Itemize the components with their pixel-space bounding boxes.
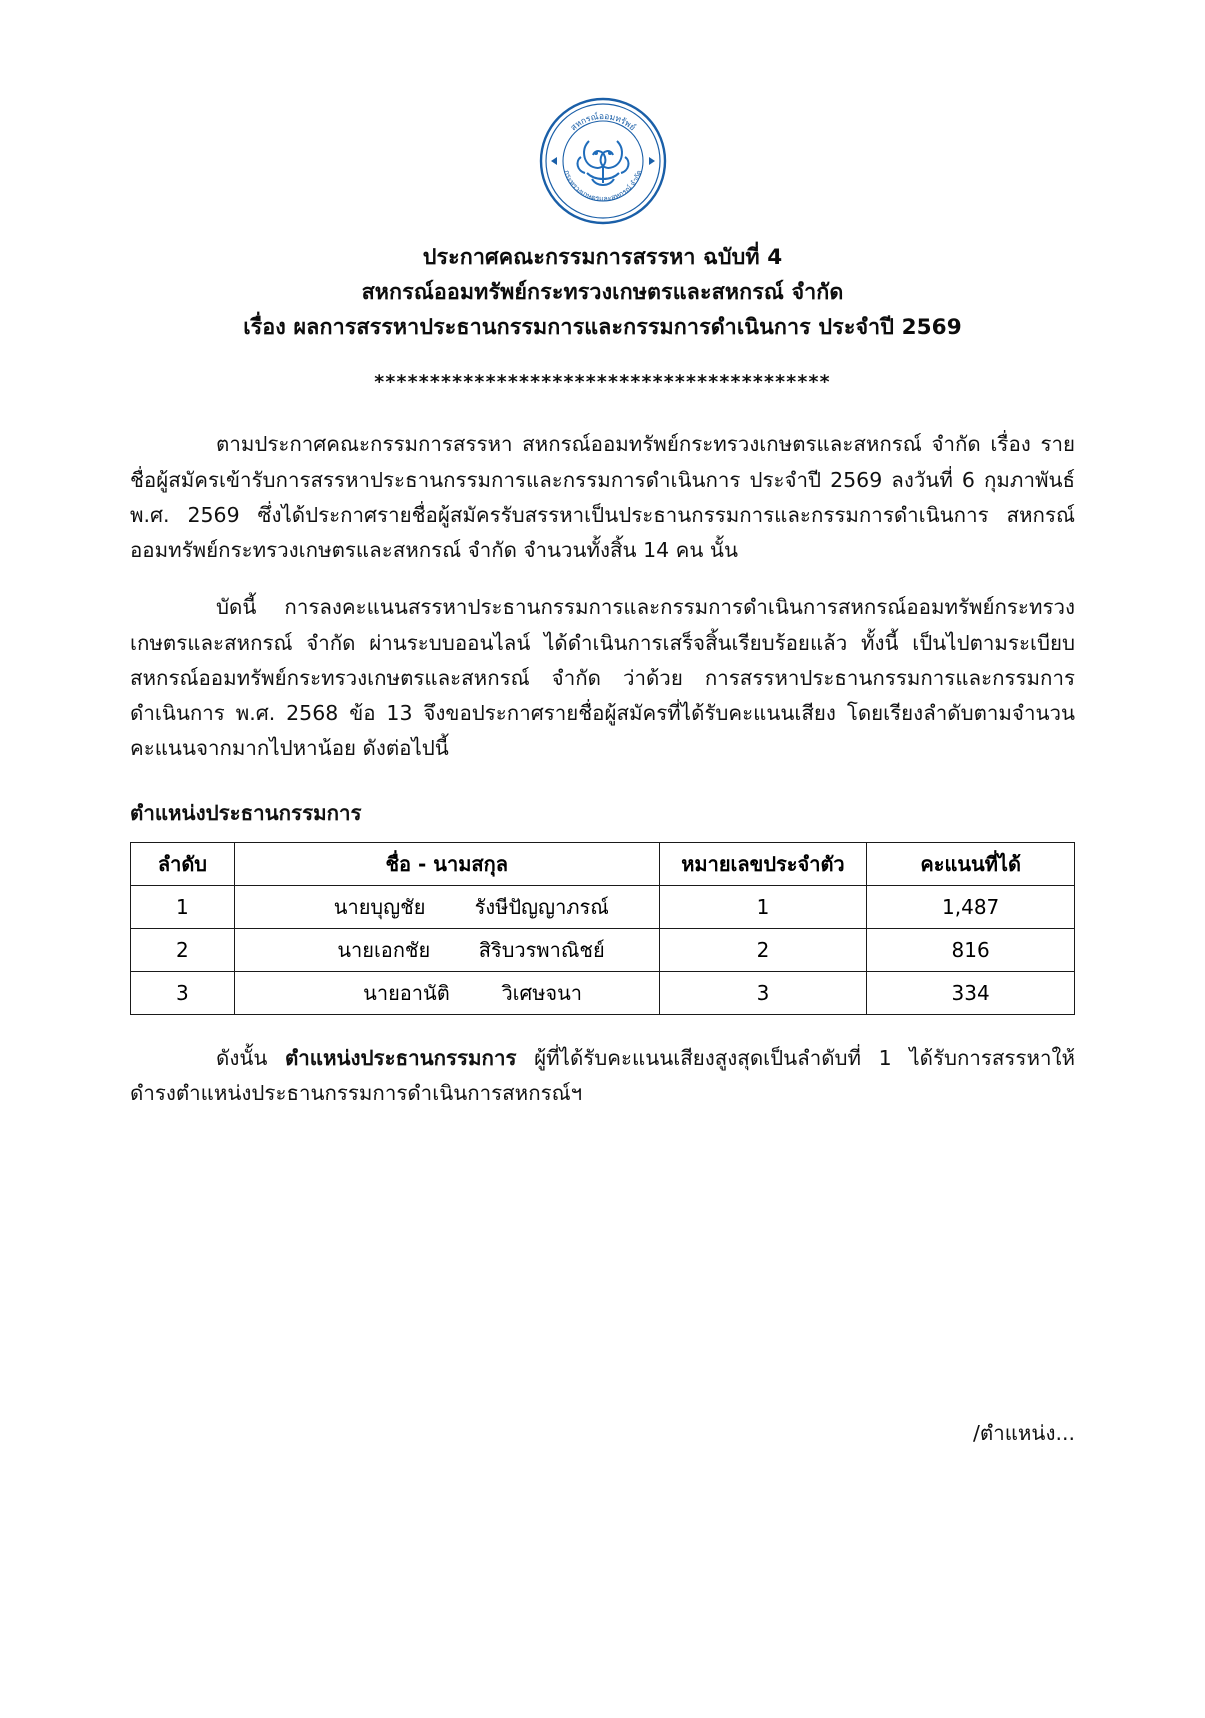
table-row (131, 971, 1075, 1014)
cell-score: 816 (867, 928, 1075, 971)
heading-line-2: สหกรณ์ออมทรัพย์กระทรวงเกษตรและสหกรณ์ จำกัด (361, 279, 844, 305)
heading-line-1: ประกาศคณะกรรมการสรรหา ฉบับที่ 4 (422, 245, 783, 270)
results-table (130, 842, 1075, 1015)
cell-id: 1 (659, 885, 867, 928)
svg-text:สหกรณ์ออมทรัพย์: สหกรณ์ออมทรัพย์ (568, 111, 637, 134)
closing-paragraph (130, 1041, 1075, 1112)
table-header-row (131, 842, 1075, 885)
closing-bold: ตำแหน่งประธานกรรมการ (284, 1045, 517, 1070)
cell-first-name: นายอานัติ (363, 980, 450, 1005)
paragraph-2 (130, 590, 1075, 766)
column-header-id: หมายเลขประจำตัว (659, 842, 867, 885)
paragraph-1-text: ตามประกาศคณะกรรมการสรรหา สหกรณ์ออมทรัพย์กระทรวงเกษตรและสหกรณ์ จำกัด เรื่อง รายชื่อผู้สมัครเข้ารับการสรรหาประธานกรรมการและกรรมการดำเนินการ ประจำปี 2569 ลงวันที่ 6 กุมภาพันธ์ พ.ศ. 2569 ซึ่งได้ประกาศรายชื่อผู้สมัครรับสรรหาเป็นประธานกรรมการและกรรมการดำเนินการ สหกรณ์ออมทรัพย์กระทรวงเกษตรและสหกรณ์ จำกัด จำนวนทั้งสิ้น 14 คน นั้น (130, 432, 1075, 563)
paragraph-2-text: บัดนี้ การลงคะแนนสรรหาประธานกรรมการและกรรมการดำเนินการสหกรณ์ออมทรัพย์กระทรวงเกษตรและสหกรณ์ จำกัด ผ่านระบบออนไลน์ ได้ดำเนินการเสร็จสิ้นเรียบร้อยแล้ว ทั้งนี้ เป็นไปตามระเบียบสหกรณ์ออมทรัพย์กระทรวงเกษตรและสหกรณ์ จำกัด ว่าด้วย การสรรหาประธานกรรมการและกรรมการดำเนินการ พ.ศ. 2568 ข้อ 13 จึงขอประกาศรายชื่อผู้สมัครที่ได้รับคะแนนเสียง โดยเรียงลำดับตามจำนวนคะแนนจากมากไปหาน้อย ดังต่อไปนี้ (130, 595, 1075, 761)
paragraph-1 (130, 427, 1075, 568)
cell-score: 334 (867, 971, 1075, 1014)
heading-line-3: เรื่อง ผลการสรรหาประธานกรรมการและกรรมการดำเนินการ ประจำปี 2569 (243, 314, 962, 340)
column-header-score: คะแนนที่ได้ (867, 842, 1075, 885)
footer-continuation-note: /ตำแหน่ง... (972, 1421, 1075, 1445)
cell-last-name: วิเศษจนา (501, 980, 583, 1005)
cell-rank: 3 (131, 971, 235, 1014)
document-heading (130, 241, 1075, 345)
cell-name (234, 928, 659, 971)
cell-name (234, 971, 659, 1014)
cell-first-name: นายบุญชัย (333, 894, 426, 919)
cooperative-emblem-icon (537, 95, 669, 227)
cell-last-name: สิริบวรพาณิชย์ (478, 937, 605, 962)
column-header-name: ชื่อ - นามสกุล (234, 842, 659, 885)
cell-id: 2 (659, 928, 867, 971)
cell-rank: 2 (131, 928, 235, 971)
table-row (131, 885, 1075, 928)
cell-last-name: รังษีปัญญาภรณ์ (474, 894, 609, 919)
section-title-chairman: ตำแหน่งประธานกรรมการ (130, 800, 362, 825)
cell-rank: 1 (131, 885, 235, 928)
star-divider: ***************************************** (374, 371, 831, 394)
emblem-container (130, 0, 1075, 227)
column-header-rank: ลำดับ (131, 842, 235, 885)
table-row (131, 928, 1075, 971)
cell-name (234, 885, 659, 928)
cell-first-name: นายเอกชัย (337, 937, 431, 962)
cell-id: 3 (659, 971, 867, 1014)
svg-text:กระทรวงเกษตรและสหกรณ์ จำกัด: กระทรวงเกษตรและสหกรณ์ จำกัด (561, 168, 644, 204)
closing-lead: ดังนั้น (216, 1045, 285, 1070)
cell-score: 1,487 (867, 885, 1075, 928)
closing-rest: ผู้ที่ได้รับคะแนนเสียงสูงสุดเป็นลำดับที่ 1 ได้รับการสรรหาให้ดำรงตำแหน่งประธานกรรมการดำเนินการสหกรณ์ฯ (130, 1045, 1075, 1105)
